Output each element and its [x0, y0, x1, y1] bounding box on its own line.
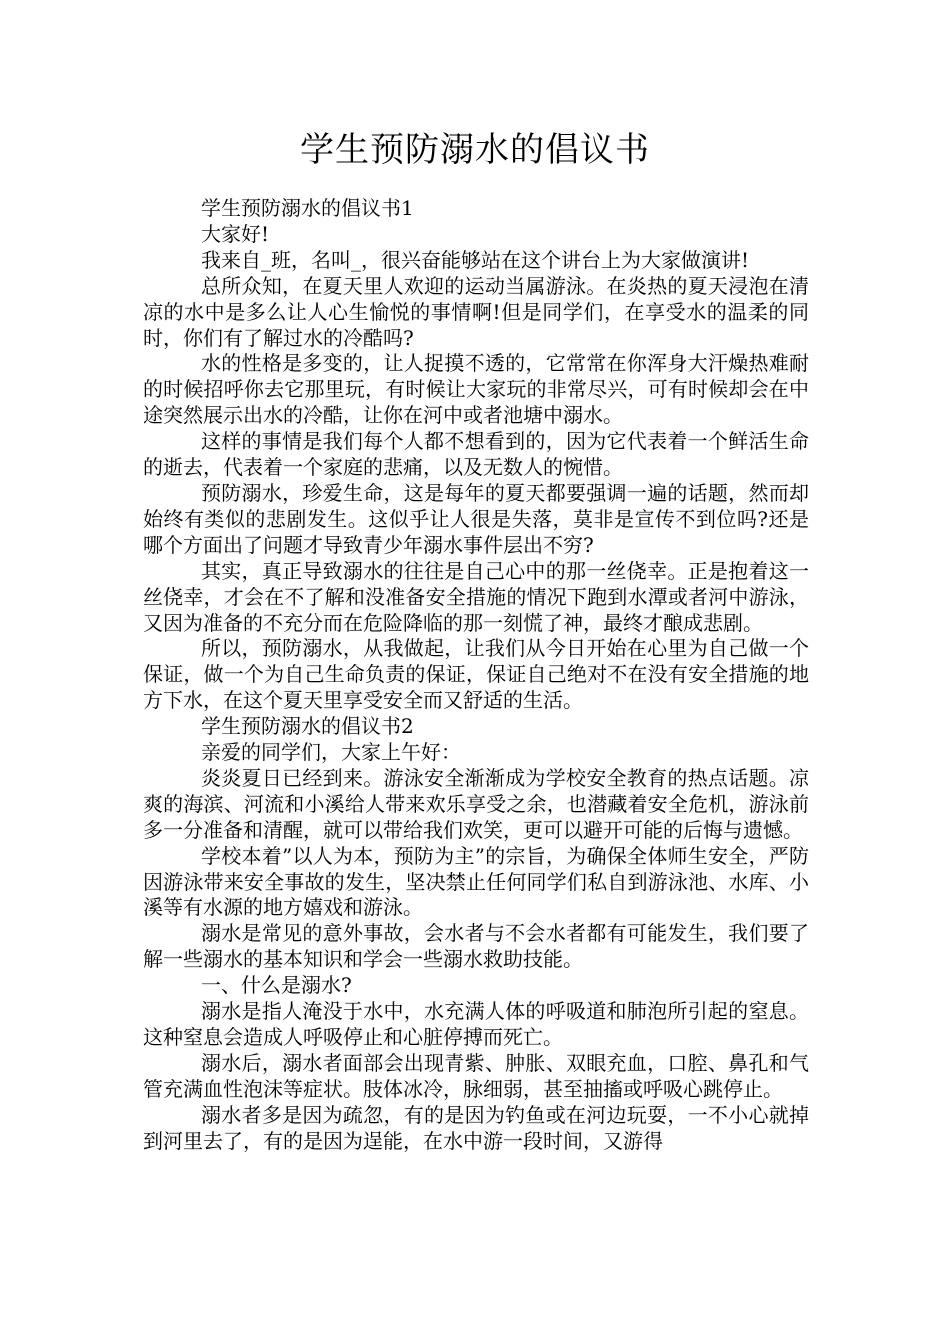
paragraph: 炎炎夏日已经到来。游泳安全渐渐成为学校安全教育的热点话题。凉爽的海滨、河流和小溪给人带来欢乐享受之余，也潜藏着安全危机，游泳前多一分准备和清醒，就可以带给我们欢笑，更可以避开可能的后悔与遗憾。: [143, 765, 809, 842]
paragraph: 溺水是指人淹没于水中，水充满人体的呼吸道和肺泡所引起的窒息。这种窒息会造成人呼吸停止和心脏停搏而死亡。: [143, 999, 809, 1049]
paragraph: 总所众知，在夏天里人欢迎的运动当属游泳。在炎热的夏天浸泡在清凉的水中是多么让人心生愉悦的事情啊!但是同学们，在享受水的温柔的同时，你们有了解过水的冷酷吗?: [143, 273, 809, 350]
paragraph: 溺水是常见的意外事故，会水者与不会水者都有可能发生，我们要了解一些溺水的基本知识和学会一些溺水救助技能。: [143, 921, 809, 972]
paragraph: 溺水者多是因为疏忽，有的是因为钓鱼或在河边玩耍，一不小心就掉到河里去了，有的是因为逞能，在水中游一段时间，又游得: [143, 1102, 809, 1153]
document-title: 学生预防溺水的倡议书: [300, 130, 650, 170]
paragraph: 学校本着”以人为本，预防为主”的宗旨，为确保全体师生安全，严防因游泳带来安全事故的发生，坚决禁止任何同学们私自到游泳池、水库、小溪等有水源的地方嬉戏和游泳。: [143, 843, 809, 920]
paragraph: 这样的事情是我们每个人都不想看到的，因为它代表着一个鲜活生命的逝去，代表着一个家庭的悲痛，以及无数人的惋惜。: [143, 429, 809, 480]
paragraph: 水的性格是多变的，让人捉摸不透的，它常常在你浑身大汗燥热难耐的时候招呼你去它那里玩，有时候让大家玩的非常尽兴，可有时候却会在中途突然展示出水的冷酷，让你在河中或者池塘中溺水。: [143, 351, 809, 428]
paragraph: 我来自_班，名叫_，很兴奋能够站在这个讲台上为大家做演讲!: [201, 247, 750, 272]
paragraph: 预防溺水，珍爱生命，这是每年的夏天都要强调一遍的话题，然而却始终有类似的悲剧发生。这似乎让人很是失落，莫非是宣传不到位吗?还是哪个方面出了问题才导致青少年溺水事件层出不穷?: [143, 480, 809, 557]
paragraph: 大家好!: [201, 221, 270, 246]
paragraph: 学生预防溺水的倡议书2: [201, 714, 414, 739]
paragraph: 所以，预防溺水，从我做起，让我们从今日开始在心里为自己做一个保证，做一个为自己生命负责的保证，保证自己绝对不在没有安全措施的地方下水，在这个夏天里享受安全而又舒适的生活。: [143, 636, 809, 713]
paragraph: 亲爱的同学们，大家上午好：: [201, 740, 461, 765]
document-body: [143, 196, 809, 1155]
paragraph: 学生预防溺水的倡议书1: [201, 196, 414, 220]
paragraph: 其实，真正导致溺水的往往是自己心中的那一丝侥幸。正是抱着这一丝侥幸，才会在不了解和没准备安全措施的情况下跑到水潭或者河中游泳，又因为准备的不充分而在危险降临的那一刻慌了神，最终才酿成悲剧。: [143, 558, 809, 635]
paragraph: 溺水后，溺水者面部会出现青紫、肿胀、双眼充血，口腔、鼻孔和气管充满血性泡沫等症状。肢体冰冷，脉细弱，甚至抽搐或呼吸心跳停止。: [143, 1050, 809, 1101]
paragraph: 一、什么是溺水?: [201, 973, 352, 998]
